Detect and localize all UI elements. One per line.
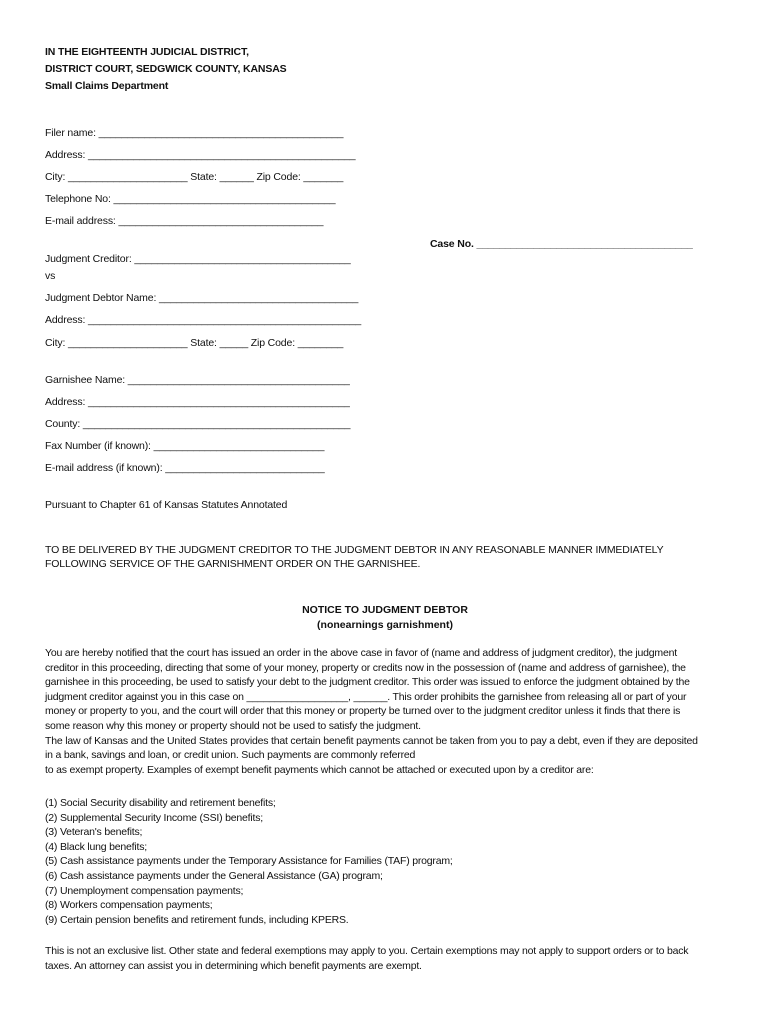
closing-line: taxes. An attorney can assist you in determining which benefit payments are exempt. bbox=[45, 959, 422, 972]
debtor-address-field: Address: ________________________________________________ bbox=[45, 314, 362, 326]
garnishee-email-field: E-mail address (if known): ____________________________ bbox=[45, 462, 325, 474]
notice-body-line: The law of Kansas and the United States provides that certain benefit payments cannot be taken from you to pay a debt, even if they are deposited bbox=[45, 734, 698, 747]
list-item: (8) Workers compensation payments; bbox=[45, 899, 213, 912]
list-item: (2) Supplemental Security Income (SSI) benefits; bbox=[45, 811, 264, 824]
list-item: (7) Unemployment compensation payments; bbox=[45, 884, 244, 897]
list-item: (9) Certain pension benefits and retirement funds, including KPERS. bbox=[45, 913, 349, 926]
notice-body-line: judgment creditor against you in this case on __________________, ______. This order prohibits the garnishee from releasing all or part of your bbox=[45, 690, 687, 703]
court-header-line-2: DISTRICT COURT, SEDGWICK COUNTY, KANSAS bbox=[45, 63, 287, 75]
notice-body-line: You are hereby notified that the court has issued an order in the above case in favor of (name and address of judgment creditor), the judgment bbox=[45, 647, 677, 659]
notice-body-line: some reason why this money or property should not be used to satisfy the judgment. bbox=[45, 719, 421, 732]
list-item: (1) Social Security disability and retirement benefits; bbox=[45, 797, 276, 809]
court-header-line-3: Small Claims Department bbox=[45, 80, 169, 92]
notice-title: NOTICE TO JUDGMENT DEBTOR bbox=[302, 604, 468, 616]
notice-body-line: garnishee in this proceeding, be used to satisfy your debt to the judgment creditor. This order was issued to enforce the judgment obtained by the bbox=[45, 676, 690, 689]
filer-city-field: City: _____________________ State: ______ Zip Code: _______ bbox=[45, 171, 344, 183]
notice-body-line: to as exempt property. Examples of exempt benefit payments which cannot be attached or executed upon by a creditor are: bbox=[45, 763, 594, 776]
notice-body-line: in a bank, savings and loan, or credit union. Such payments are commonly referred bbox=[45, 749, 416, 762]
delivery-instruction-line-1: TO BE DELIVERED BY THE JUDGMENT CREDITOR TO THE JUDGMENT DEBTOR IN ANY REASONABLE MANNER IMMEDIATELY bbox=[45, 544, 664, 556]
debtor-city-field: City: _____________________ State: _____ Zip Code: ________ bbox=[45, 337, 344, 349]
filer-address-field: Address: _______________________________________________ bbox=[45, 149, 356, 161]
delivery-instruction-line-2: FOLLOWING SERVICE OF THE GARNISHMENT ORDER ON THE GARNISHEE. bbox=[45, 558, 421, 570]
list-item: (4) Black lung benefits; bbox=[45, 840, 148, 853]
filer-telephone-field: Telephone No: _______________________________________ bbox=[45, 193, 336, 205]
garnishee-county-field: County: _______________________________________________ bbox=[45, 418, 351, 430]
statute-reference: Pursuant to Chapter 61 of Kansas Statutes Annotated bbox=[45, 499, 288, 511]
closing-line: This is not an exclusive list. Other state and federal exemptions may apply to you. Certain exemptions may not apply to support orders or to back bbox=[45, 945, 689, 957]
list-item: (5) Cash assistance payments under the Temporary Assistance for Families (TAF) program; bbox=[45, 855, 453, 868]
case-number-field: Case No. ______________________________________ bbox=[430, 238, 693, 250]
judgment-debtor-name-field: Judgment Debtor Name: ___________________________________ bbox=[45, 292, 359, 304]
closing-paragraph bbox=[45, 944, 725, 973]
judgment-creditor-field: Judgment Creditor: ______________________________________ bbox=[45, 253, 351, 265]
list-item: (3) Veteran's benefits; bbox=[45, 826, 143, 839]
garnishee-name-field: Garnishee Name: _______________________________________ bbox=[45, 374, 350, 386]
versus-label: vs bbox=[45, 270, 56, 282]
garnishee-address-field: Address: ______________________________________________ bbox=[45, 396, 350, 408]
notice-subtitle: (nonearnings garnishment) bbox=[317, 619, 453, 631]
garnishee-fax-field: Fax Number (if known): ______________________________ bbox=[45, 440, 325, 452]
notice-body-line: money or property to you, and the court will order that this money or property be turned over to the judgment creditor unless it finds that there is bbox=[45, 705, 681, 718]
exempt-benefits-list bbox=[45, 796, 725, 927]
filer-name-field: Filer name: ___________________________________________ bbox=[45, 127, 344, 139]
notice-body-line: creditor in this proceeding, directing that some of your money, property or credits now in the possession of (name and address of garnishee), the bbox=[45, 661, 686, 674]
court-header-line-1: IN THE EIGHTEENTH JUDICIAL DISTRICT, bbox=[45, 46, 249, 58]
filer-email-field: E-mail address: ____________________________________ bbox=[45, 215, 324, 227]
notice-body bbox=[45, 646, 725, 777]
list-item: (6) Cash assistance payments under the General Assistance (GA) program; bbox=[45, 869, 383, 882]
